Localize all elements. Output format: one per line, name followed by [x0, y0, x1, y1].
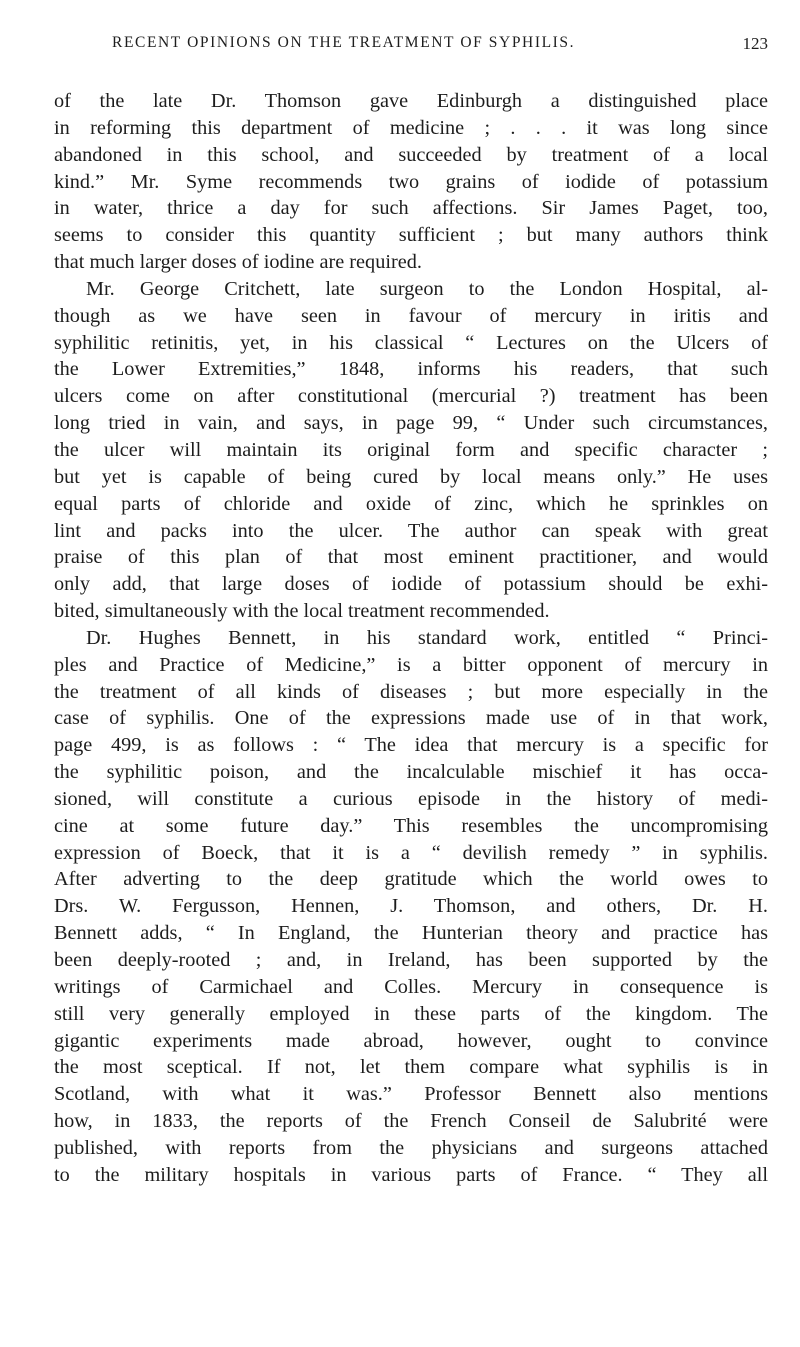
text-line: but yet is capable of being cured by local means only.” He uses	[54, 465, 768, 488]
text-line: case of syphilis. One of the expressions made use of in that work,	[54, 707, 768, 730]
text-line: page 499, is as follows : “ The idea that mercury is a specific for	[54, 734, 768, 757]
text-line: syphilitic retinitis, yet, in his classical “ Lectures on the Ulcers of	[54, 331, 768, 354]
text-line: cine at some future day.” This resembles the uncompromising	[54, 814, 768, 837]
text-line: the Lower Extremities,” 1848, informs his readers, that such	[54, 358, 768, 381]
text-line: how, in 1833, the reports of the French Conseil de Salubrité were	[54, 1110, 768, 1133]
text-line: sioned, will constitute a curious episode in the history of medi-	[54, 787, 768, 810]
text-line: the ulcer will maintain its original form and specific character ;	[54, 438, 768, 461]
text-line: lint and packs into the ulcer. The author can speak with great	[54, 519, 768, 542]
text-line: the treatment of all kinds of diseases ; but more especially in the	[54, 680, 768, 703]
text-line: of the late Dr. Thomson gave Edinburgh a distinguished place	[54, 90, 768, 112]
page-number: 123	[742, 34, 768, 53]
text-line: Scotland, with what it was.” Professor Bennett also mentions	[54, 1083, 768, 1106]
text-line: Dr. Hughes Bennett, in his standard work, entitled “ Princi-	[86, 626, 768, 649]
text-line: bited, simultaneously with the local treatment recommended.	[54, 600, 550, 623]
text-line: ples and Practice of Medicine,” is a bitter opponent of mercury in	[54, 653, 768, 676]
text-line: that much larger doses of iodine are required.	[54, 251, 422, 274]
running-head	[112, 34, 768, 58]
text-line: still very generally employed in these parts of the kingdom. The	[54, 1002, 768, 1025]
running-title: RECENT OPINIONS ON THE TREATMENT OF SYPHILIS.	[112, 34, 576, 51]
text-line: though as we have seen in favour of mercury in iritis and	[54, 304, 768, 327]
text-line: writings of Carmichael and Colles. Mercury in consequence is	[54, 975, 768, 998]
text-line: ulcers come on after constitutional (mercurial ?) treatment has been	[54, 385, 768, 408]
text-line: been deeply-rooted ; and, in Ireland, has been supported by the	[54, 949, 768, 971]
text-line: kind.” Mr. Syme recommends two grains of iodide of potassium	[54, 170, 768, 193]
text-line: the most sceptical. If not, let them compare what syphilis is in	[54, 1056, 768, 1079]
text-line: praise of this plan of that most eminent practitioner, and would	[54, 546, 768, 569]
text-line: only add, that large doses of iodide of potassium should be exhi-	[54, 573, 768, 596]
text-line: Mr. George Critchett, late surgeon to the London Hospital, al-	[86, 277, 768, 300]
text-line: in water, thrice a day for such affections. Sir James Paget, too,	[54, 197, 768, 220]
text-line: long tried in vain, and says, in page 99, “ Under such circumstances,	[54, 412, 768, 435]
text-line: published, with reports from the physicians and surgeons attached	[54, 1136, 768, 1159]
text-line: Drs. W. Fergusson, Hennen, J. Thomson, and others, Dr. H.	[54, 895, 768, 918]
text-line: the syphilitic poison, and the incalculable mischief it has occa-	[54, 761, 768, 784]
text-line: After adverting to the deep gratitude which the world owes to	[54, 868, 768, 891]
text-line: in reforming this department of medicine ; . . . it was long since	[54, 116, 768, 139]
text-line: Bennett adds, “ In England, the Hunterian theory and practice has	[54, 922, 768, 945]
text-line: gigantic experiments made abroad, however, ought to convince	[54, 1029, 768, 1052]
body-text	[54, 88, 768, 1189]
text-line: to the military hospitals in various parts of France. “ They all	[54, 1163, 768, 1186]
text-line: expression of Boeck, that it is a “ devilish remedy ” in syphilis.	[54, 841, 768, 864]
text-line: abandoned in this school, and succeeded by treatment of a local	[54, 143, 768, 166]
text-line: seems to consider this quantity sufficient ; but many authors think	[54, 224, 768, 247]
text-line: equal parts of chloride and oxide of zinc, which he sprinkles on	[54, 492, 768, 515]
